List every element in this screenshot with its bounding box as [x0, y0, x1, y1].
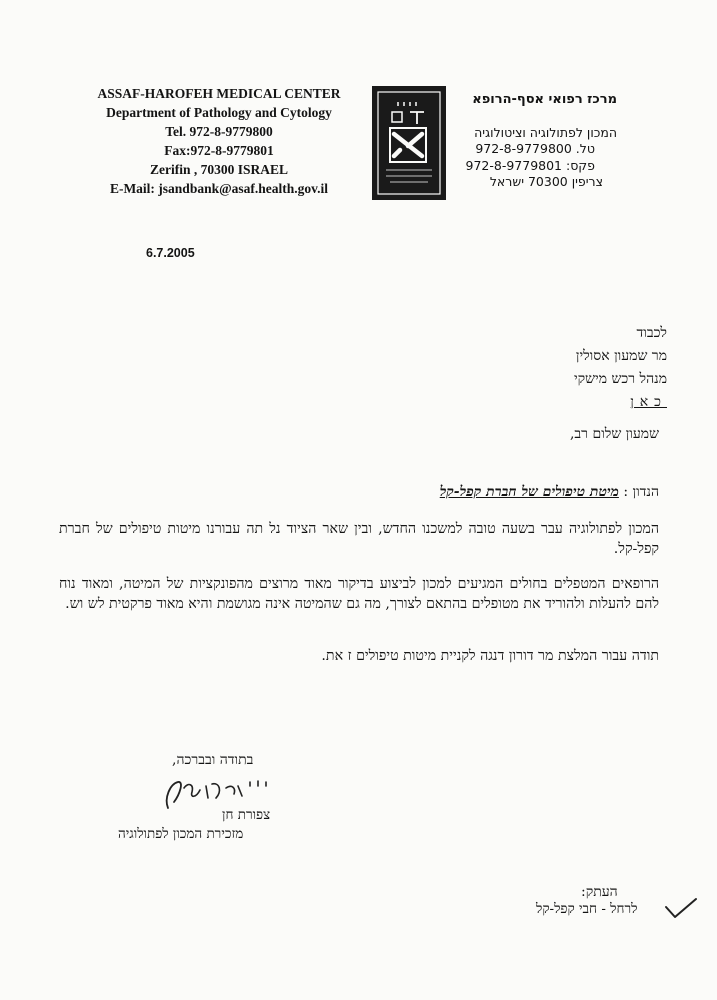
recipient-title: מנהל רכש מישקי: [573, 371, 667, 387]
body-paragraph: תודה עבור המלצת מר דורון דנגה לקניית מיטות טיפולים ז את.: [321, 648, 659, 664]
phone-he: טל. 972-8-9779800: [475, 141, 595, 156]
subject-text: מיטת טיפולים של חברת קפל-קל: [439, 484, 619, 500]
signer-title: מזכירת המכון לפתולוגיה: [118, 826, 244, 842]
phone-en: Tel. 972-8-9779800: [165, 124, 273, 139]
fax-he: פקס: 972-8-9779801: [465, 157, 595, 173]
signer-name: צפורת חן: [222, 807, 271, 823]
org-name-en: ASSAF-HAROFEH MEDICAL CENTER: [97, 86, 341, 101]
letter-date: 6.7.2005: [146, 246, 195, 260]
recipient-name: מר שמעון אסולין: [575, 348, 667, 364]
body-paragraph: הרופאים המטפלים בחולים המגיעים למכון לביצוע בדיקור מאוד מרוצים מהפונקציות של המיטה, ומאוד נוח להם להעלות ולהוריד את מטופלים בהתאם לצורך, מה גם שהמיטה אינה מגושמת והיא מאוד פרקטית לש וש.: [59, 576, 659, 612]
copy-label: העתק:: [581, 884, 618, 900]
org-name-he: מרכז רפואי אסף-הרופא: [472, 92, 617, 107]
recipient-block: [574, 322, 667, 414]
fax-en: Fax:972-8-9779801: [164, 143, 274, 158]
subject-line: [440, 484, 659, 501]
recipient-honorific: לכבוד: [636, 325, 667, 341]
subject-prefix: הנדון :: [623, 484, 659, 500]
address-en: Zerifin , 70300 ISRAEL: [149, 162, 288, 177]
body-paragraph: המכון לפתולוגיה עבר בשעה טובה למשכנו החדש, ובין שאר הציוד נל תה עבורנו מיטות טיפולים של חברת קפל-קל.: [59, 521, 659, 557]
department-he: המכון לפתולוגיה וציטולוגיה: [474, 124, 617, 140]
department-en: Department of Pathology and Cytology: [106, 105, 332, 120]
letterhead-english: [88, 84, 350, 198]
address-he: צריפין 70300 ישראל: [489, 174, 603, 189]
recipient-place: כאן: [630, 394, 667, 410]
email-en: E-Mail: jsandbank@asaf.health.gov.il: [109, 181, 329, 196]
checkmark-icon: [663, 893, 699, 923]
greeting: שמעון שלום רב,: [569, 426, 659, 442]
letterhead-hebrew: [357, 92, 617, 191]
closing-phrase: בתודה ובברכה,: [172, 752, 254, 768]
copy-recipient: לרחל - חבי קפל-קל: [536, 901, 638, 917]
